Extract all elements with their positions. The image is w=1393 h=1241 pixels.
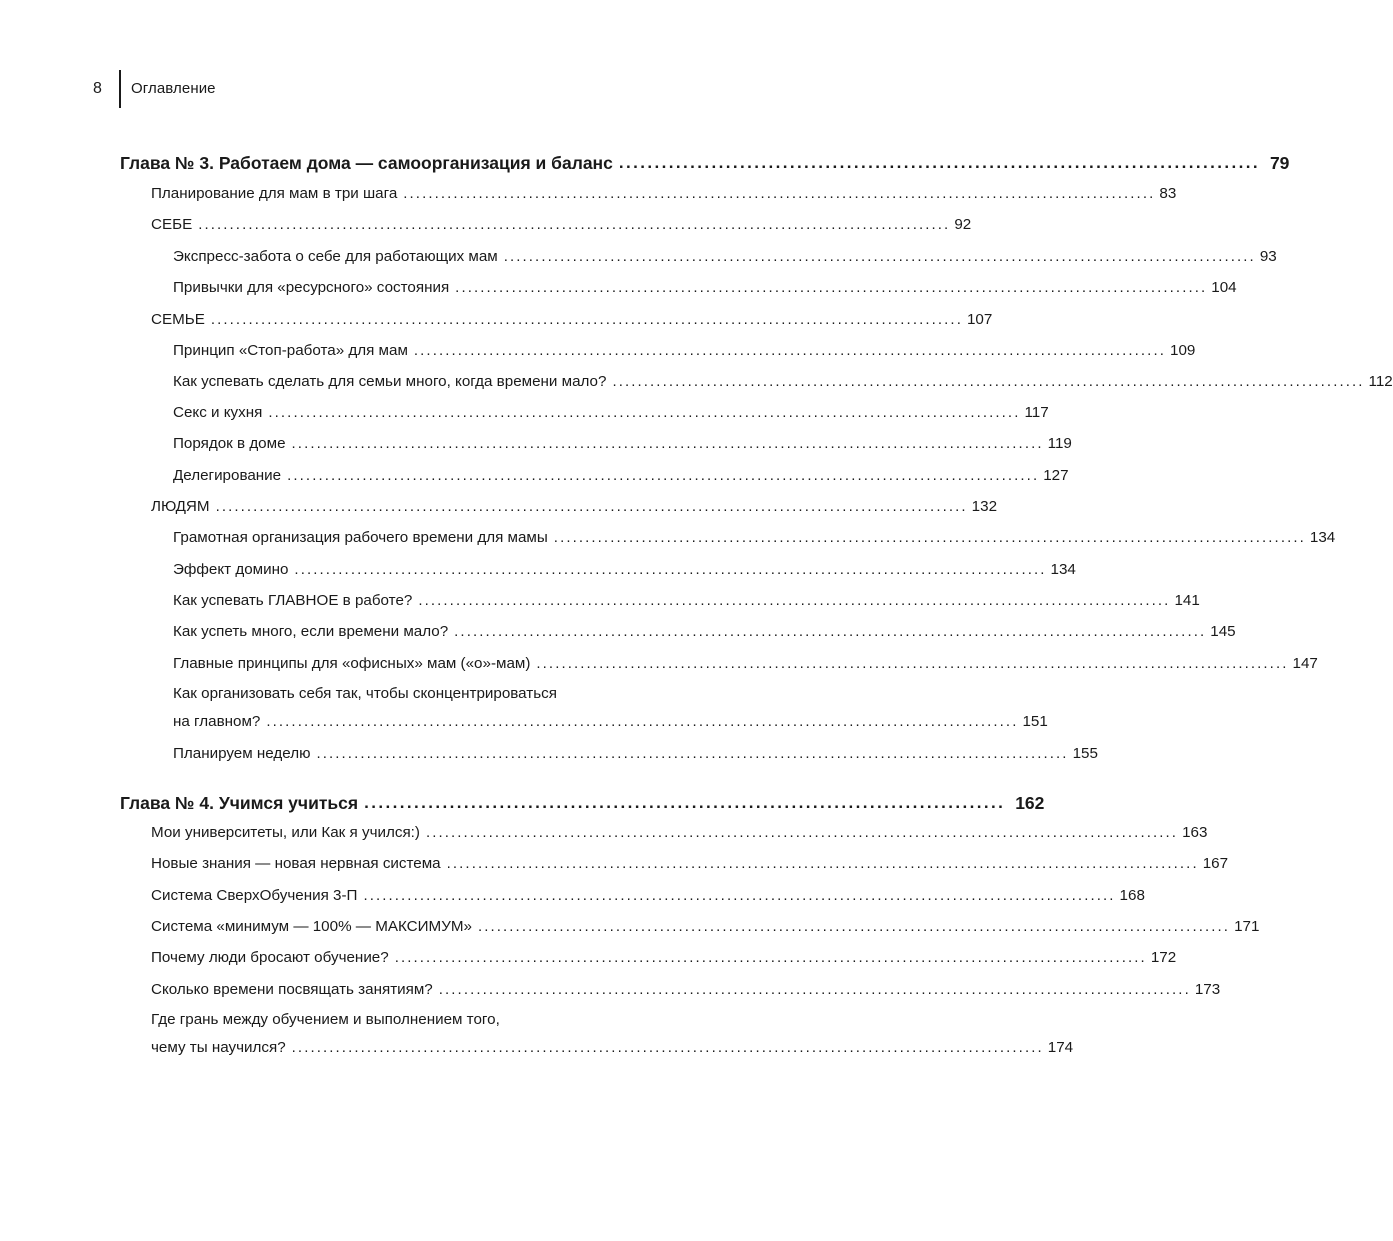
dot-leader: ........................................................................................................................: [363, 887, 1116, 904]
dot-leader: ........................................................................................................................: [503, 248, 1256, 265]
dot-leader: ..........................................................................................: [364, 793, 1006, 812]
toc-entry[interactable]: [173, 399, 1049, 423]
toc-entry[interactable]: [173, 274, 1237, 298]
toc-entry[interactable]: [151, 306, 993, 330]
toc-entry[interactable]: [151, 1034, 1074, 1058]
page-ref: 171: [1234, 918, 1260, 935]
entry-title: Почему люди бросают обучение?: [151, 949, 389, 966]
entry-title: ЛЮДЯМ: [151, 498, 210, 515]
dot-leader: ........................................................................................................................: [413, 342, 1166, 359]
page-ref: 107: [966, 311, 993, 328]
dot-leader: ........................................................................................................................: [553, 529, 1306, 546]
dot-leader: ........................................................................................................................: [455, 279, 1208, 296]
entry-title: Делегирование: [173, 467, 282, 484]
page-ref: 168: [1119, 887, 1145, 904]
page-ref: 119: [1047, 435, 1072, 452]
toc-entry[interactable]: [173, 462, 1069, 486]
dot-leader: ........................................................................................................................: [403, 185, 1156, 202]
toc-chapter-4[interactable]: [120, 787, 1045, 813]
entry-title-line1[interactable]: Как организовать себя так, чтобы сконцентрироваться: [173, 685, 557, 702]
page-ref: 163: [1182, 824, 1208, 841]
page-ref: 134: [1050, 561, 1076, 578]
entry-title: Экспресс-забота о себе для работающих мам: [173, 248, 498, 265]
dot-leader: ........................................................................................................................: [418, 592, 1171, 609]
toc-entry[interactable]: [173, 368, 1393, 392]
dot-leader: ........................................................................................................................: [536, 655, 1289, 672]
entry-title: Главные принципы для «офисных» мам («о»-мам): [173, 655, 531, 672]
entry-title: СЕМЬЕ: [151, 311, 205, 328]
page-ref: 92: [954, 216, 972, 233]
dot-leader: ........................................................................................................................: [394, 949, 1147, 966]
entry-title: Эффект домино: [173, 561, 289, 578]
dot-leader: ........................................................................................................................: [477, 918, 1231, 935]
dot-leader: ........................................................................................................................: [612, 373, 1365, 390]
page-ref: 112: [1368, 373, 1393, 390]
entry-title: Привычки для «ресурсного» состояния: [173, 279, 450, 296]
entry-title: Как успеть много, если времени мало?: [173, 623, 449, 640]
toc-entry[interactable]: [151, 913, 1260, 937]
toc-entry[interactable]: [151, 180, 1177, 204]
page-ref: 147: [1292, 655, 1318, 672]
page-ref: 173: [1194, 981, 1221, 998]
dot-leader: ........................................................................................................................: [425, 824, 1179, 841]
toc-entry[interactable]: [151, 944, 1177, 968]
toc-entry[interactable]: [151, 882, 1145, 906]
toc-entry[interactable]: [151, 976, 1221, 1000]
entry-title-line2: чему ты научился?: [151, 1039, 286, 1056]
entry-title: Секс и кухня: [173, 404, 263, 421]
entry-title: СЕБЕ: [151, 216, 193, 233]
toc-entry[interactable]: [173, 524, 1336, 548]
page-ref: 117: [1024, 404, 1049, 421]
toc-entry[interactable]: [173, 337, 1196, 361]
page-ref: 172: [1150, 949, 1177, 966]
toc-entry[interactable]: [173, 708, 1048, 732]
page-ref: 167: [1202, 855, 1229, 872]
dot-leader: ........................................................................................................................: [438, 981, 1191, 998]
entry-title: Система «минимум — 100% — МАКСИМУМ»: [151, 918, 472, 935]
entry-title-line1[interactable]: Где грань между обучением и выполнением того,: [151, 1011, 500, 1028]
page-ref: 134: [1309, 529, 1336, 546]
dot-leader: ........................................................................................................................: [454, 623, 1207, 640]
page-ref: 83: [1159, 185, 1177, 202]
dot-leader: ........................................................................................................................: [287, 467, 1040, 484]
entry-title: Система СверхОбучения 3-П: [151, 887, 358, 904]
dot-leader: ........................................................................................................................: [198, 216, 951, 233]
toc-entry[interactable]: [173, 556, 1076, 580]
page-number: 8: [93, 80, 102, 97]
dot-leader: ........................................................................................................................: [446, 855, 1199, 872]
page-ref: 93: [1259, 248, 1277, 265]
dot-leader: ........................................................................................................................: [316, 745, 1069, 762]
toc-entry[interactable]: [151, 211, 972, 235]
toc-entry[interactable]: [173, 430, 1072, 454]
dot-leader: ........................................................................................................................: [291, 435, 1044, 452]
toc-entry[interactable]: [173, 618, 1236, 642]
page-ref: 104: [1211, 279, 1237, 296]
page-ref: 132: [971, 498, 998, 515]
dot-leader: ..........................................................................................: [618, 153, 1260, 172]
entry-title: Мои университеты, или Как я учился:): [151, 824, 420, 841]
entry-title: Планируем неделю: [173, 745, 311, 762]
chapter-title: Глава № 3. Работаем дома — самоорганизация и баланс: [120, 153, 613, 173]
chapter-title: Глава № 4. Учимся учиться: [120, 793, 359, 813]
entry-title: Сколько времени посвящать занятиям?: [151, 981, 433, 998]
toc-entry[interactable]: [173, 740, 1098, 764]
entry-title: Как успевать сделать для семьи много, когда времени мало?: [173, 373, 607, 390]
dot-leader: ........................................................................................................................: [215, 498, 968, 515]
page-ref: 127: [1043, 467, 1069, 484]
running-header: [0, 70, 845, 110]
page-ref: 79: [1269, 153, 1290, 173]
toc-entry[interactable]: [151, 493, 998, 517]
dot-leader: ........................................................................................................................: [266, 713, 1019, 730]
toc-entry[interactable]: [151, 819, 1208, 843]
dot-leader: ........................................................................................................................: [291, 1039, 1044, 1056]
entry-title: Новые знания — новая нервная система: [151, 855, 441, 872]
page-ref: 145: [1210, 623, 1236, 640]
page-ref: 151: [1022, 713, 1048, 730]
dot-leader: ........................................................................................................................: [210, 311, 963, 328]
page-ref: 162: [1015, 793, 1045, 813]
page-ref: 109: [1170, 342, 1196, 359]
header-divider: [119, 70, 121, 108]
toc-entry[interactable]: [173, 587, 1200, 611]
entry-title: Порядок в доме: [173, 435, 286, 452]
toc-entry[interactable]: [173, 650, 1318, 674]
toc-entry[interactable]: [173, 243, 1277, 267]
toc-entry[interactable]: [151, 850, 1229, 874]
running-title: Оглавление: [131, 80, 216, 97]
page-ref: 174: [1047, 1039, 1074, 1056]
entry-title: Как успевать ГЛАВНОЕ в работе?: [173, 592, 413, 609]
entry-title: Планирование для мам в три шага: [151, 185, 398, 202]
dot-leader: ........................................................................................................................: [294, 561, 1047, 578]
page-ref: 141: [1174, 592, 1200, 609]
toc-chapter-3[interactable]: [120, 147, 1290, 173]
dot-leader: ........................................................................................................................: [268, 404, 1021, 421]
entry-title: Принцип «Стоп-работа» для мам: [173, 342, 408, 359]
entry-title-line2: на главном?: [173, 713, 261, 730]
entry-title: Грамотная организация рабочего времени для мамы: [173, 529, 548, 546]
page-ref: 155: [1072, 745, 1098, 762]
